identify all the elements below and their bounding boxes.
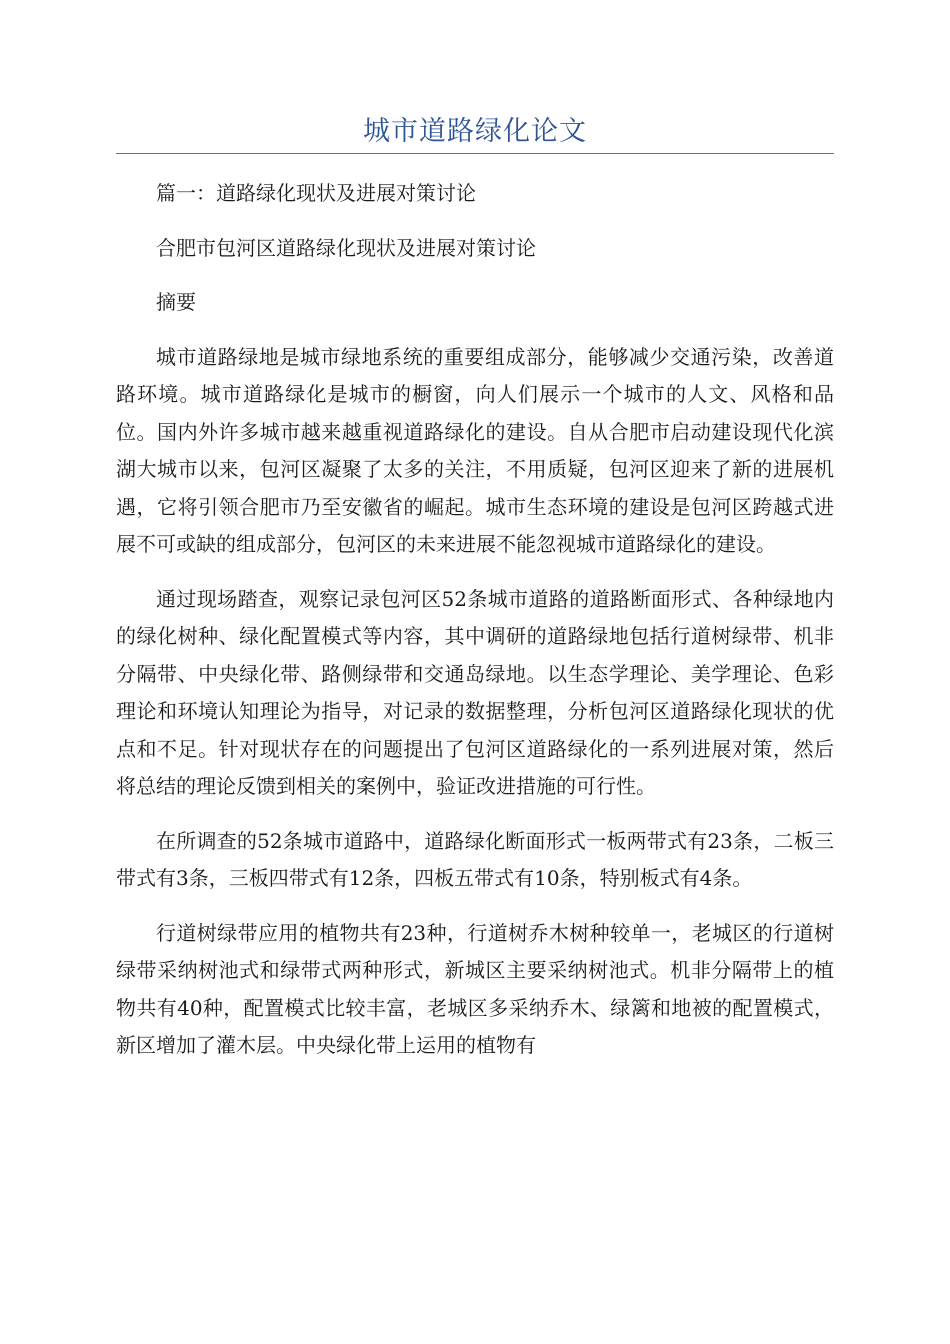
body-paragraph: 在所调查的52条城市道路中，道路绿化断面形式一板两带式有23条，二板三带式有3条，三板四带式有12条，四板五带式有10条，特别板式有4条。 [116,828,834,890]
body-paragraph: 通过现场踏查，观察记录包河区52条城市道路的道路断面形式、各种绿地内的绿化树种、绿化配置模式等内容，其中调研的道路绿地包括行道树绿带、机非分隔带、中央绿化带、路侧绿带和交通岛绿地。以生态学理论、美学理论、色彩理论和环境认知理论为指导，对记录的数据整理，分析包河区道路绿化现状的优点和不足。针对现状存在的问题提出了包河区道路绿化的一系列进展对策，然后将总结的理论反馈到相关的案例中，验证改进措施的可行性。 [116,586,834,798]
document-body [116,175,834,1065]
paper-title: 合肥市包河区道路绿化现状及进展对策讨论 [156,235,536,260]
title-underline [116,153,834,154]
body-paragraph: 行道树绿带应用的植物共有23种，行道树乔木树种较单一，老城区的行道树绿带采纳树池式和绿带式两种形式，新城区主要采纳树池式。机非分隔带上的植物共有40种，配置模式比较丰富，老城区多采纳乔木、绿篱和地被的配置模式，新区增加了灌木层。中央绿化带上运用的植物有 [116,920,834,1057]
abstract-heading: 摘要 [156,290,196,314]
section-heading: 篇一：道路绿化现状及进展对策讨论 [156,181,476,205]
document-title: 城市道路绿化论文 [363,116,587,147]
body-paragraph: 城市道路绿地是城市绿地系统的重要组成部分，能够减少交通污染，改善道路环境。城市道路绿化是城市的橱窗，向人们展示一个城市的人文、风格和品位。国内外许多城市越来越重视道路绿化的建设。自从合肥市启动建设现代化滨湖大城市以来，包河区凝聚了太多的关注，不用质疑，包河区迎来了新的进展机遇，它将引领合肥市乃至安徽省的崛起。城市生态环境的建设是包河区跨越式进展不可或缺的组成部分，包河区的未来进展不能忽视城市道路绿化的建设。 [116,344,834,556]
